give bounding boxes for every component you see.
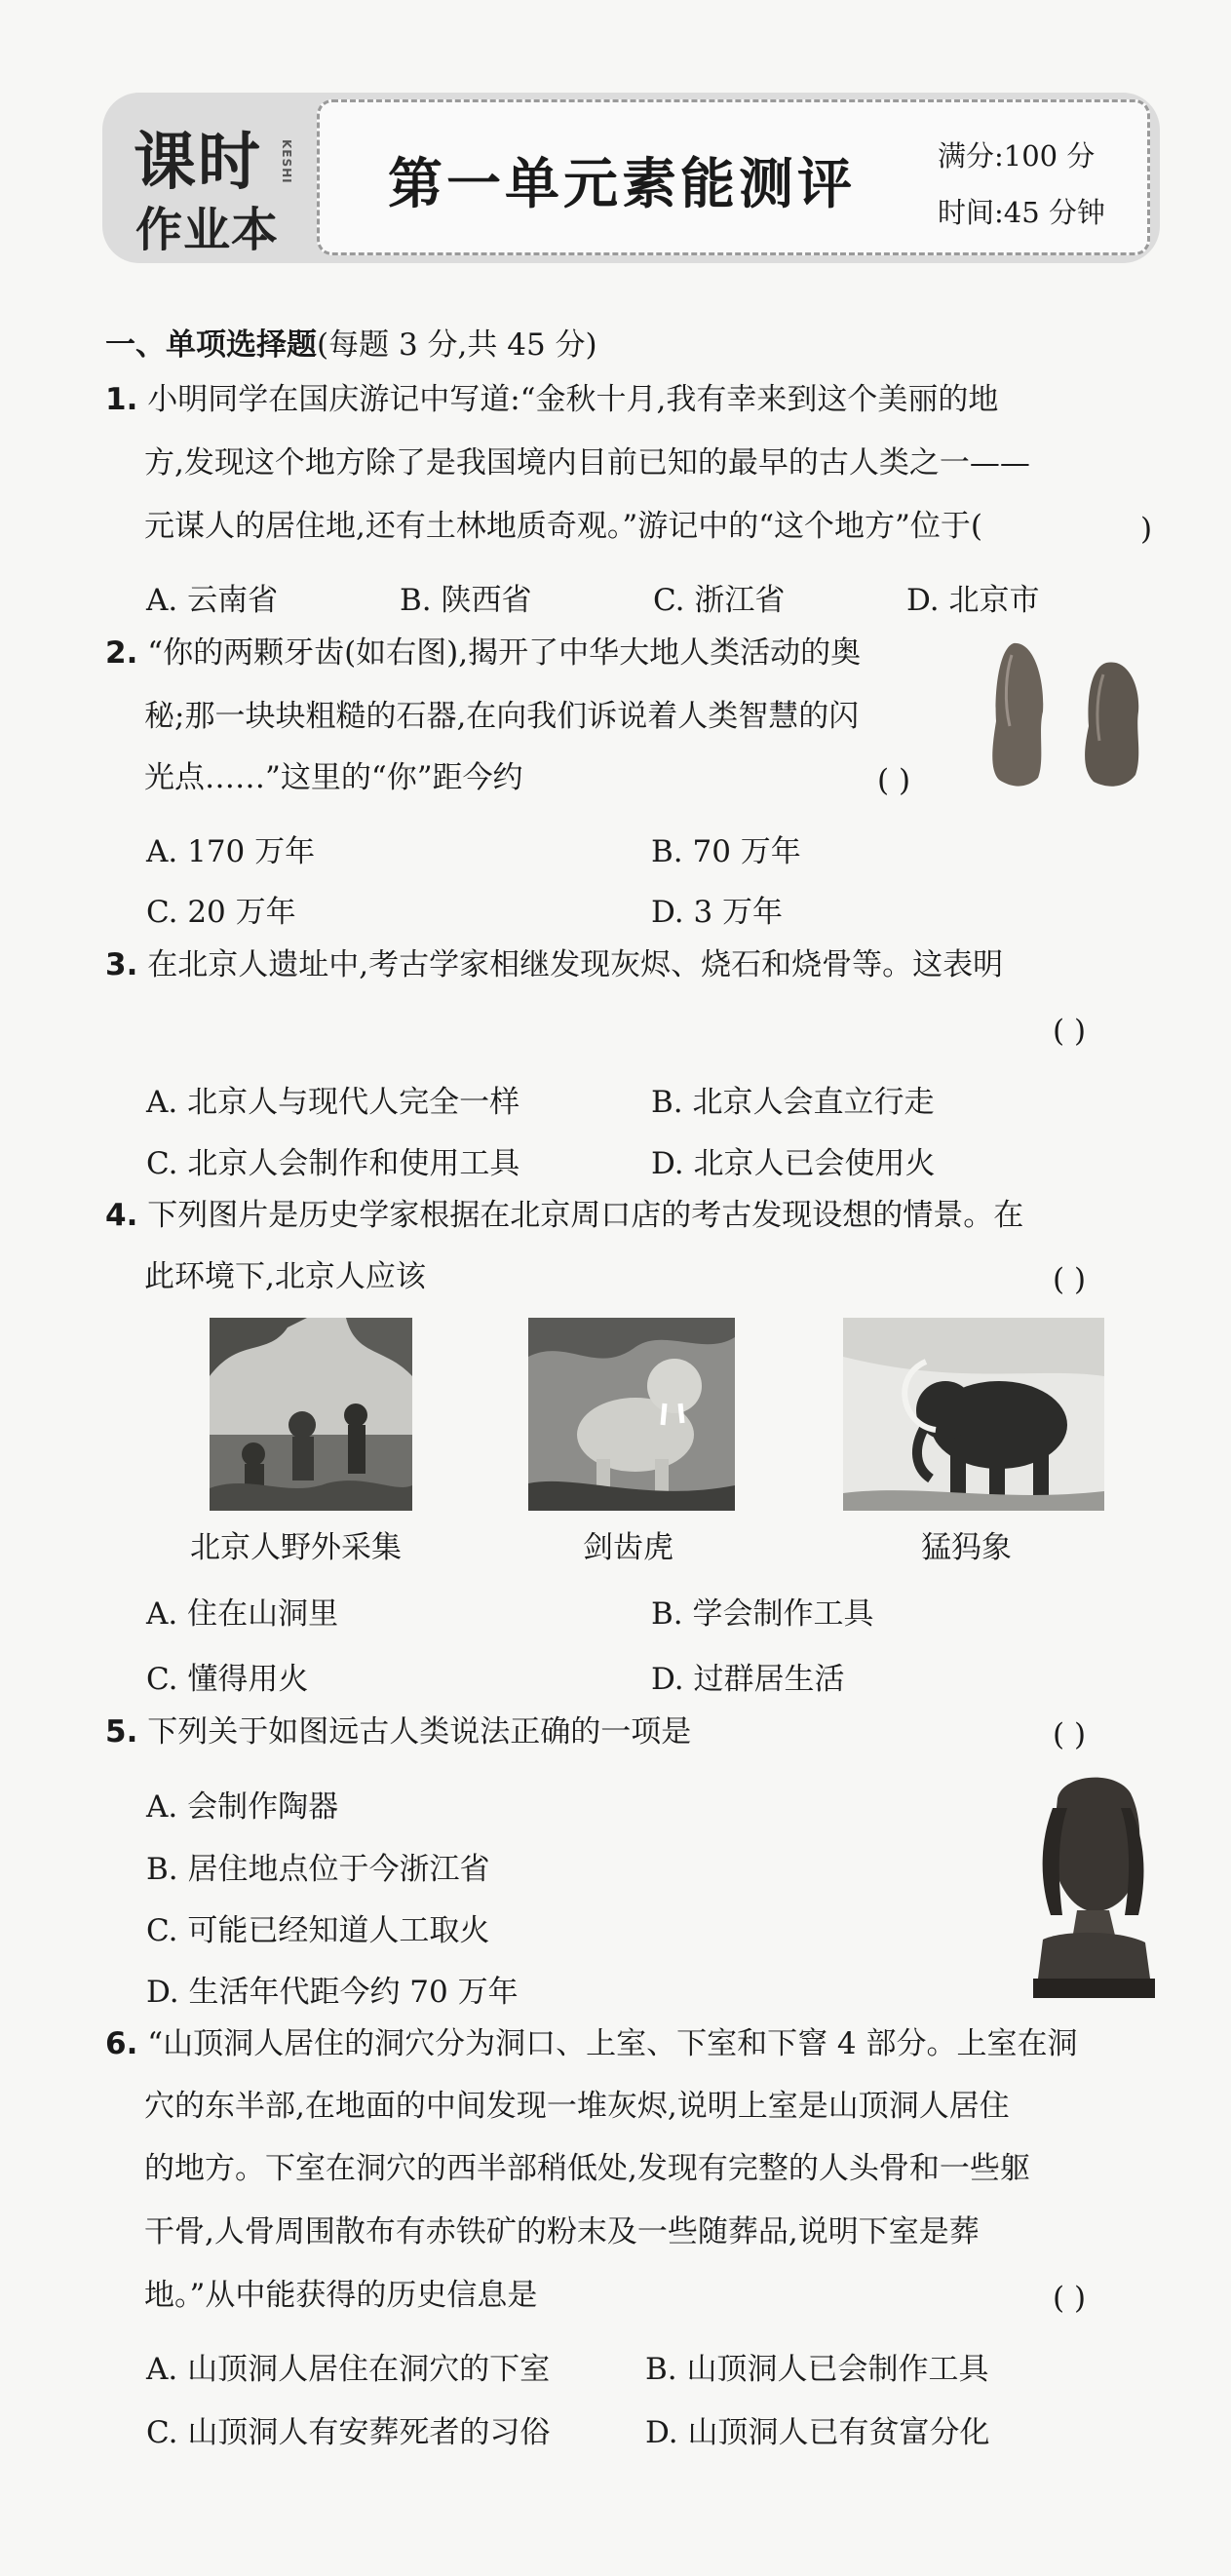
q1-line-2: 方,发现这个地方除了是我国境内目前已知的最早的古人类之一—— [144,445,1030,481]
q2-line-3: 光点……”这里的“你”距今约 [144,760,523,795]
caption-sabertooth: 剑齿虎 [583,1530,673,1565]
q1-option-b[interactable]: B. 陕西省 [400,583,532,618]
caption-gathering: 北京人野外采集 [190,1530,402,1565]
q4-line-2: 此环境下,北京人应该 [144,1259,426,1294]
q3-text-1: 在北京人遗址中,考古学家相继发现灰烬、烧石和烧骨等。这表明 [147,947,1004,982]
peking-man-gathering-image [210,1318,412,1511]
q6-line-5: 地。”从中能获得的历史信息是 [144,2278,538,2313]
q6-line-1 [105,2026,1078,2061]
q5-option-b[interactable]: B. 居住地点位于今浙江省 [146,1852,490,1887]
q4-option-a[interactable]: A. 住在山洞里 [146,1596,339,1632]
q1-option-c[interactable]: C. 浙江省 [653,583,786,618]
q1-option-d[interactable]: D. 北京市 [906,583,1040,618]
q4-option-d[interactable]: D. 过群居生活 [651,1662,845,1697]
mammoth-image [843,1318,1104,1511]
q4-option-c[interactable]: C. 懂得用火 [146,1662,309,1697]
q6-option-d[interactable]: D. 山顶洞人已有贫富分化 [645,2415,990,2450]
q6-text-1: “山顶洞人居住的洞穴分为洞口、上室、下室和下窨 4 部分。上室在洞 [147,2026,1078,2061]
q6-line-2: 穴的东半部,在地面的中间发现一堆灰烬,说明上室是山顶洞人居住 [144,2089,1010,2124]
section-title: 一、单项选择题 [105,327,317,363]
q2-option-b[interactable]: B. 70 万年 [651,834,801,869]
q1-text-1: 小明同学在国庆游记中写道:“金秋十月,我有幸来到这个美丽的地 [147,382,999,417]
q2-line-2: 秘;那一块块粗糙的石器,在向我们诉说着人类智慧的闪 [144,699,860,734]
q4-option-b[interactable]: B. 学会制作工具 [651,1596,874,1632]
caption-mammoth: 猛犸象 [921,1530,1012,1565]
brand-logo [122,112,307,258]
q6-option-b[interactable]: B. 山顶洞人已会制作工具 [645,2352,989,2387]
q2-number: 2. [105,635,138,671]
q4-line-1 [105,1198,1024,1233]
q6-option-a[interactable]: A. 山顶洞人居住在洞穴的下室 [146,2352,551,2387]
q6-line-3: 的地方。下室在洞穴的西半部稍低处,发现有完整的人头骨和一些躯 [144,2151,1030,2186]
section-note: (每题 3 分,共 45 分) [317,327,597,363]
full-score: 满分:100 分 [938,139,1096,173]
q6-answer-bracket: ( ) [1053,2281,1087,2316]
page-title: 第一单元素能测评 [388,152,856,216]
q1-line-1 [105,382,999,417]
section-heading [105,320,597,364]
q6-line-4: 干骨,人骨周围散布有赤铁矿的粉末及一些随葬品,说明下室是葬 [144,2214,980,2249]
q4-number: 4. [105,1198,138,1233]
q4-answer-bracket: ( ) [1053,1262,1087,1297]
sabertooth-tiger-image [528,1318,735,1511]
brand-line2: 作业本 [135,203,280,257]
q3-number: 3. [105,947,138,982]
q3-line-1 [105,947,1004,982]
q1-line-3: 元谋人的居住地,还有土林地质奇观。”游记中的“这个地方”位于( [144,509,982,544]
q2-text-1: “你的两颗牙齿(如右图),揭开了中华大地人类活动的奥 [147,635,862,671]
q1-option-a[interactable]: A. 云南省 [146,583,279,618]
q3-option-b[interactable]: B. 北京人会直立行走 [651,1085,935,1120]
teeth-image [984,634,1160,794]
q4-text-1: 下列图片是历史学家根据在北京周口店的考古发现设想的情景。在 [147,1198,1024,1233]
q3-answer-bracket: ( ) [1053,1014,1087,1049]
q1-number: 1. [105,382,138,417]
q6-option-c[interactable]: C. 山顶洞人有安葬死者的习俗 [146,2415,551,2450]
time-limit: 时间:45 分钟 [938,196,1105,229]
q2-option-d[interactable]: D. 3 万年 [651,895,784,930]
q3-option-c[interactable]: C. 北京人会制作和使用工具 [146,1146,520,1181]
q5-option-a[interactable]: A. 会制作陶器 [146,1789,339,1825]
brand-tag: KESHI [280,139,293,184]
q5-number: 5. [105,1714,138,1749]
q2-option-a[interactable]: A. 170 万年 [146,834,316,869]
q2-line-1 [105,635,862,671]
q5-text-1: 下列关于如图远古人类说法正确的一项是 [147,1714,692,1749]
q3-option-a[interactable]: A. 北京人与现代人完全一样 [146,1085,520,1120]
q5-answer-bracket: ( ) [1053,1717,1087,1752]
q5-option-c[interactable]: C. 可能已经知道人工取火 [146,1913,490,1948]
ancient-human-bust-image [1023,1769,1160,2003]
q2-option-c[interactable]: C. 20 万年 [146,895,296,930]
brand-line1: 课时 [134,127,262,199]
q5-option-d[interactable]: D. 生活年代距今约 70 万年 [146,1975,519,2010]
q6-number: 6. [105,2026,138,2061]
q3-option-d[interactable]: D. 北京人已会使用火 [651,1146,936,1181]
q5-line-1 [105,1714,692,1749]
q2-answer-bracket: ( ) [877,763,911,798]
q1-answer-bracket: ) [1140,512,1153,547]
